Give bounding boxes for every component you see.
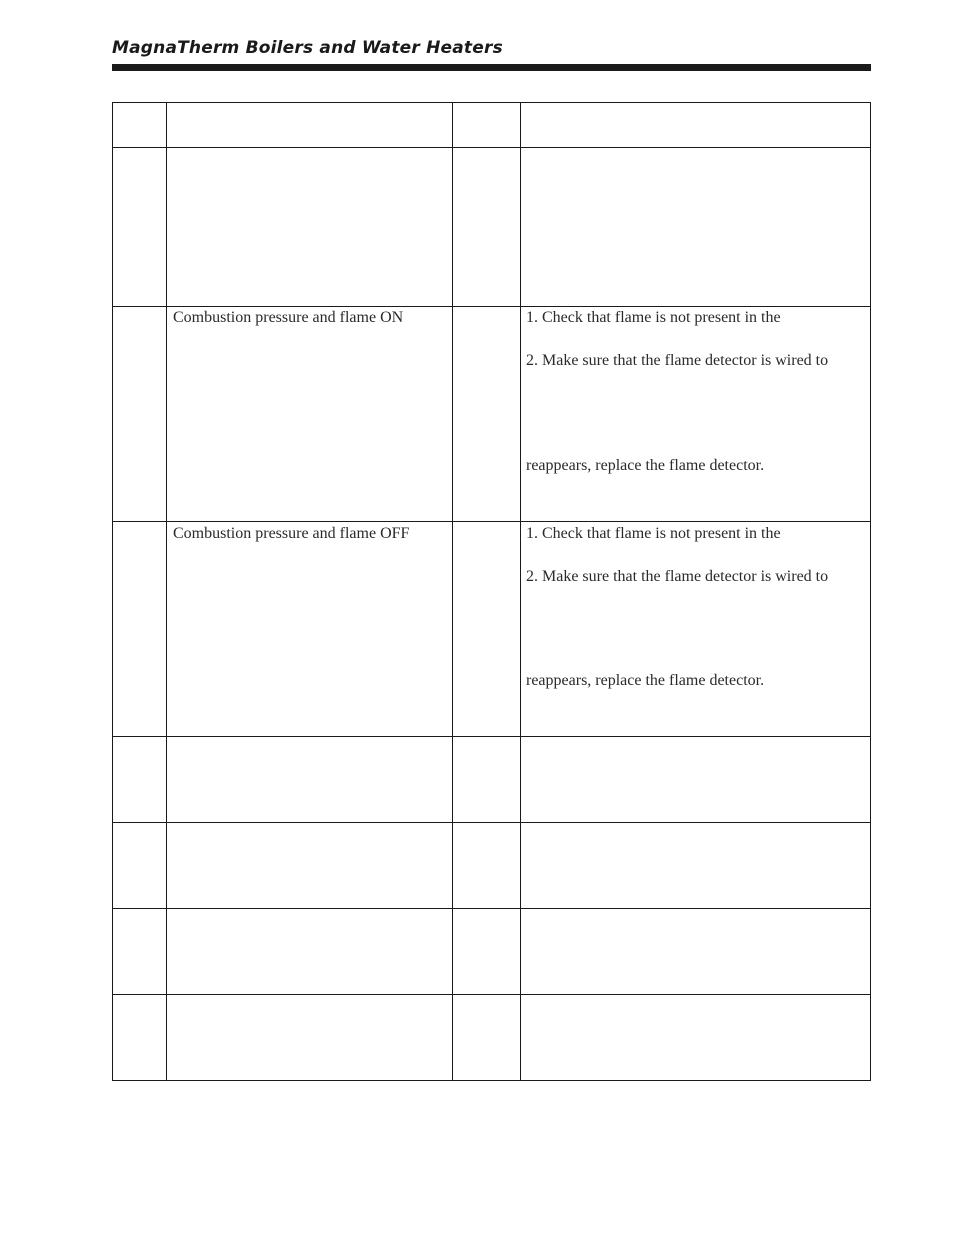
header-rule bbox=[112, 64, 871, 71]
row-divider bbox=[113, 306, 870, 307]
action-line: reappears, replace the flame detector. bbox=[526, 457, 765, 474]
action-line: reappears, replace the flame detector. bbox=[526, 672, 765, 689]
action-line: 1. Check that flame is not present in the bbox=[526, 309, 781, 326]
troubleshooting-table bbox=[112, 102, 871, 1081]
column-divider bbox=[166, 103, 167, 1080]
action-line: 2. Make sure that the flame detector is wired to bbox=[526, 352, 829, 369]
row-divider bbox=[113, 994, 870, 995]
row-divider bbox=[113, 521, 870, 522]
action-line: 1. Check that flame is not present in the bbox=[526, 525, 781, 542]
condition-cell: Combustion pressure and flame ON bbox=[173, 309, 404, 326]
row-divider bbox=[113, 736, 870, 737]
condition-cell: Combustion pressure and flame OFF bbox=[173, 525, 410, 542]
column-divider bbox=[520, 103, 521, 1080]
row-divider bbox=[113, 908, 870, 909]
column-divider bbox=[452, 103, 453, 1080]
action-line: 2. Make sure that the flame detector is wired to bbox=[526, 568, 829, 585]
row-divider bbox=[113, 147, 870, 148]
page-header-title: MagnaTherm Boilers and Water Heaters bbox=[112, 38, 503, 58]
row-divider bbox=[113, 822, 870, 823]
